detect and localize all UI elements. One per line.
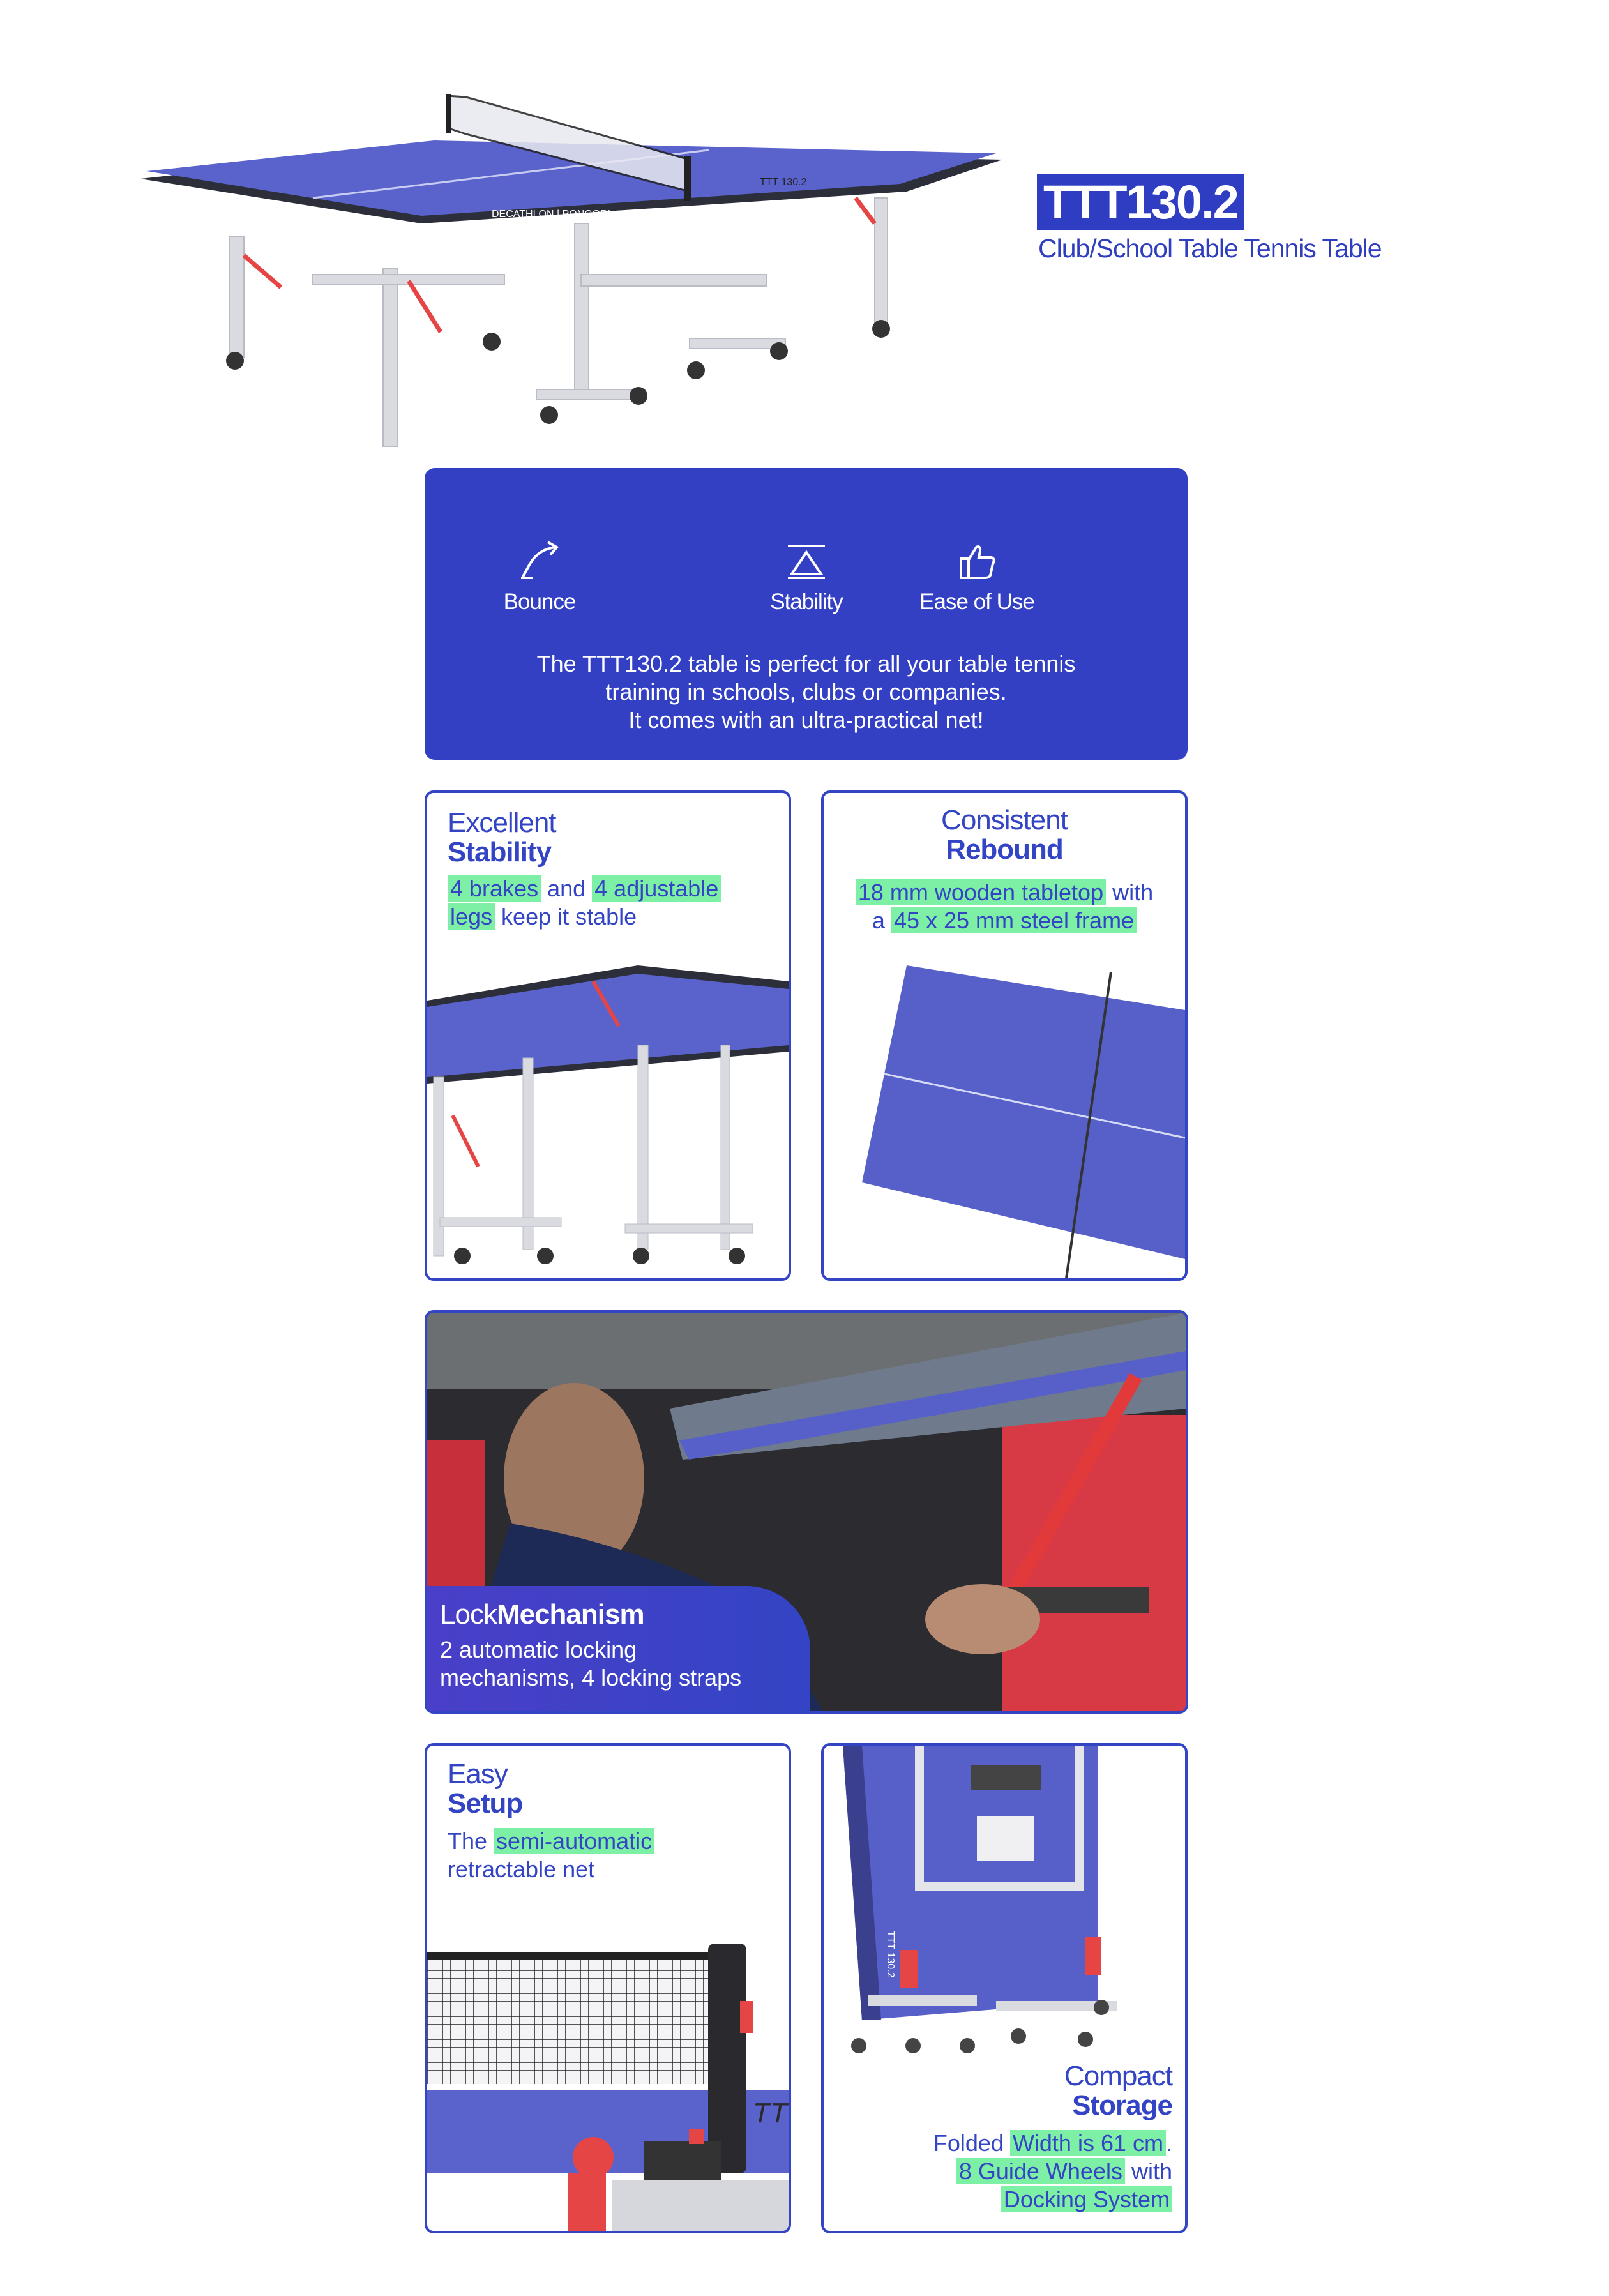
model-subtitle: Club/School Table Tennis Table bbox=[1038, 234, 1382, 263]
feature-stability bbox=[723, 538, 889, 615]
setup-table-mark: TT bbox=[753, 2097, 787, 2129]
thumbs-up-icon bbox=[955, 538, 999, 583]
stability-card bbox=[425, 790, 791, 1281]
lock-title: LockMechanism bbox=[440, 1599, 644, 1630]
stability-text: 4 brakes and 4 adjustable legs keep it stable bbox=[448, 875, 721, 931]
setup-card bbox=[425, 1743, 791, 2233]
description-line: training in schools, clubs or companies. bbox=[605, 679, 1007, 705]
rebound-title: Consistent Rebound bbox=[941, 804, 1068, 865]
features-banner bbox=[425, 468, 1188, 760]
setup-net-image bbox=[427, 1924, 789, 2231]
feature-label: Bounce bbox=[503, 589, 576, 614]
lock-card bbox=[425, 1310, 1188, 1714]
feature-label: Ease of Use bbox=[919, 589, 1034, 614]
bounce-icon bbox=[517, 538, 562, 583]
stability-icon bbox=[784, 538, 829, 583]
feature-ease-of-use bbox=[894, 538, 1060, 615]
stability-title: Excellent Stability bbox=[448, 807, 556, 868]
rebound-tabletop-image bbox=[824, 953, 1185, 1278]
hero-table-mark: TTT 130.2 bbox=[760, 177, 807, 188]
hero-table-image bbox=[134, 89, 1002, 447]
feature-bounce bbox=[457, 538, 623, 615]
storage-card bbox=[821, 1743, 1188, 2233]
rebound-card bbox=[821, 790, 1188, 1281]
storage-folded-table-image bbox=[824, 1746, 1185, 2065]
description-line: It comes with an ultra-practical net! bbox=[628, 707, 984, 733]
setup-text: The semi-automatic retractable net bbox=[448, 1827, 654, 1884]
stability-table-image bbox=[427, 956, 789, 1278]
storage-text: Folded Width is 61 cm . 8 Guide Wheels with Docking System bbox=[933, 2130, 1172, 2212]
banner-description bbox=[425, 650, 1188, 734]
hero-brand-text: DECATHLON | PONGORI bbox=[492, 209, 611, 220]
rebound-text: 18 mm wooden tabletop with a 45 x 25 mm steel frame bbox=[824, 879, 1185, 935]
storage-table-mark: TTT 130.2 bbox=[885, 1931, 896, 1978]
setup-title: Easy Setup bbox=[448, 1758, 523, 1819]
storage-title: Compact Storage bbox=[1064, 2060, 1172, 2121]
lock-caption-panel bbox=[427, 1586, 810, 1711]
model-title: TTT130.2 bbox=[1037, 174, 1244, 230]
description-line: The TTT130.2 table is perfect for all your table tennis bbox=[536, 651, 1076, 677]
feature-label: Stability bbox=[770, 589, 843, 614]
lock-text: 2 automatic locking mechanisms, 4 locking straps bbox=[440, 1636, 742, 1691]
